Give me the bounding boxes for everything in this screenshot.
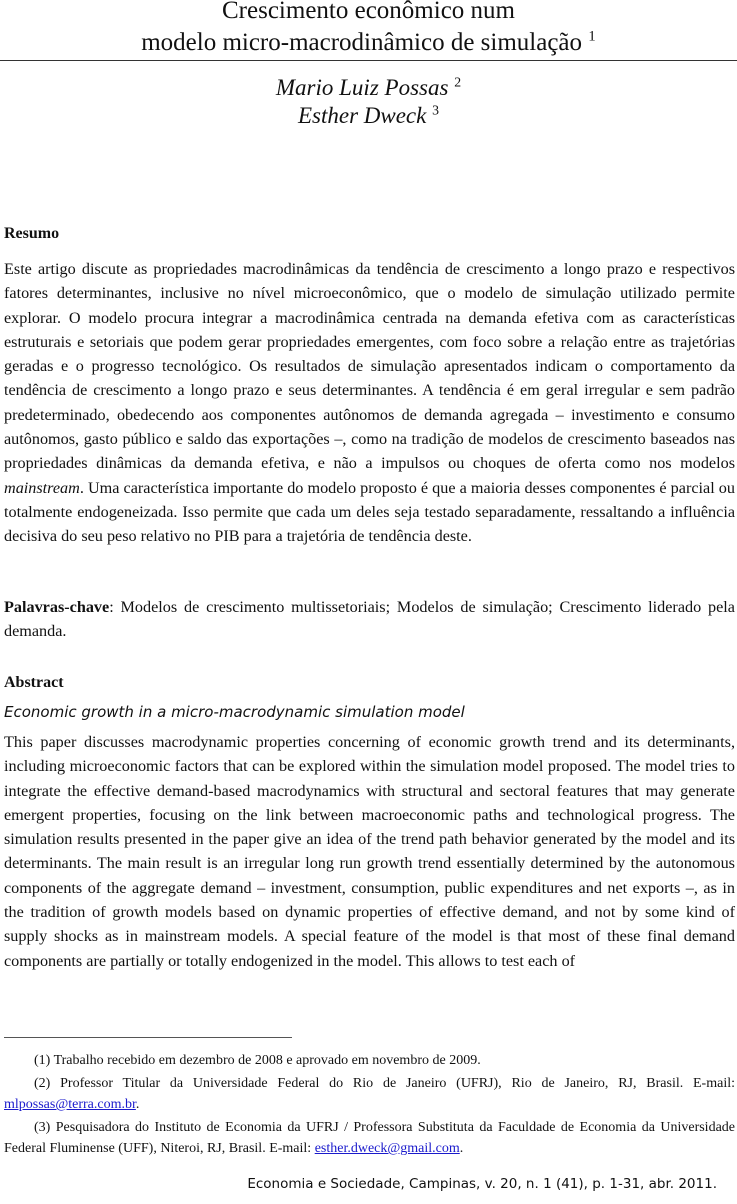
footnote-2-email-link[interactable]: mlpossas@terra.com.br <box>4 1097 136 1112</box>
author-1 <box>0 74 737 102</box>
title-rule <box>0 60 737 61</box>
abstract-heading: Abstract <box>4 674 64 691</box>
footnote-3-text: (3) Pesquisadora do Instituto de Economia da UFRJ / Professora Substituta da Faculdade de Economia da Universidade Federal Fluminense (UFF), Niteroi, RJ, Brasil. E-mail: <box>4 1120 735 1156</box>
footnote-3-email-link[interactable]: esther.dweck@gmail.com <box>314 1141 460 1156</box>
title-line-1: Crescimento econômico num <box>222 0 515 24</box>
resumo-paragraph <box>4 257 735 549</box>
title-line-2-text: modelo micro-macrodinâmico de simulação <box>141 29 583 56</box>
title-footnote-ref[interactable]: 1 <box>588 28 596 45</box>
author-2-name: Esther Dweck <box>297 103 427 128</box>
footnote-2 <box>4 1073 735 1115</box>
abstract-subtitle: Economic growth in a micro-macrodynamic simulation model <box>4 703 465 721</box>
title-line-2 <box>0 28 737 58</box>
resumo-text-2: . Uma característica importante do modelo proposto é que a maioria desses componentes é parcial ou totalmente endogeneizada. Isso permite que cada um deles seja testado separadamente, ressaltando a influência decisiva do seu peso relativo no PIB para a trajetória de tendência deste. <box>4 478 735 546</box>
author-2-footnote-ref[interactable]: 3 <box>432 102 440 118</box>
keywords-paragraph <box>4 595 735 644</box>
footnote-3-end: . <box>459 1141 464 1156</box>
author-1-name: Mario Luiz Possas <box>275 75 449 100</box>
abstract-paragraph: This paper discusses macrodynamic properties concerning of economic growth trend and its determinants, including microeconomic factors that can be explored within the simulation model proposed. The model tries to integrate the effective demand-based macrodynamics with structural and sectoral features that may generate emergent properties, focusing on the link between macroeconomic paths and technological progress. The simulation results presented in the paper give an idea of the trend path behavior generated by the model and its determinants. The main result is an irregular long run growth trend essentially determined by the autonomous components of the aggregate demand – investment, consumption, public expenditures and net exports –, as in the tradition of growth models based on dynamic properties of effective demand, and not by some kind of supply shocks as in mainstream models. A special feature of the model is that most of these final demand components are partially or totally endogenized in the model. This allows to test each of <box>4 733 735 970</box>
resumo-heading: Resumo <box>4 225 60 242</box>
resumo-text-1: Este artigo discute as propriedades macrodinâmicas da tendência de crescimento a longo prazo e respectivos fatores determinantes, inclusive no nível microeconômico, que o modelo de simulação utilizado permite explorar. O modelo procura integrar a macrodinâmica centrada na demanda efetiva com as características estruturais e setoriais que podem gerar propriedades emergentes, com foco sobre a relação entre as trajetórias geradas e o progresso tecnológico. Os resultados de simulação apresentados indicam o comportamento da tendência de crescimento a longo prazo e seus determinantes. A tendência é em geral irregular e sem padrão predeterminado, obedecendo aos componentes autônomos de demanda agregada – investimento e consumo autônomos, gasto público e saldo das exportações –, como na tradição de modelos de crescimento baseados nas propriedades dinâmicas da demanda efetiva, e não a impulsos ou choques de oferta como nos modelos <box>4 260 735 473</box>
footnote-2-text: (2) Professor Titular da Universidade Federal do Rio de Janeiro (UFRJ), Rio de Janeiro, RJ, Brasil. E-mail: <box>34 1076 735 1091</box>
footnote-3 <box>4 1117 735 1159</box>
resumo-italic-word: mainstream <box>4 478 80 497</box>
author-2 <box>0 102 737 130</box>
footnote-2-end: . <box>135 1097 140 1112</box>
running-footer: Economia e Sociedade, Campinas, v. 20, n. 1 (41), p. 1-31, abr. 2011. <box>247 1176 717 1192</box>
footnote-rule <box>4 1037 292 1038</box>
author-1-footnote-ref[interactable]: 2 <box>454 74 462 90</box>
keywords-label: Palavras-chave <box>4 598 110 616</box>
footnote-1: (1) Trabalho recebido em dezembro de 2008 e aprovado em novembro de 2009. <box>34 1053 481 1068</box>
keywords-text: : Modelos de crescimento multissetoriais; Modelos de simulação; Crescimento liderado pela demanda. <box>4 598 735 641</box>
